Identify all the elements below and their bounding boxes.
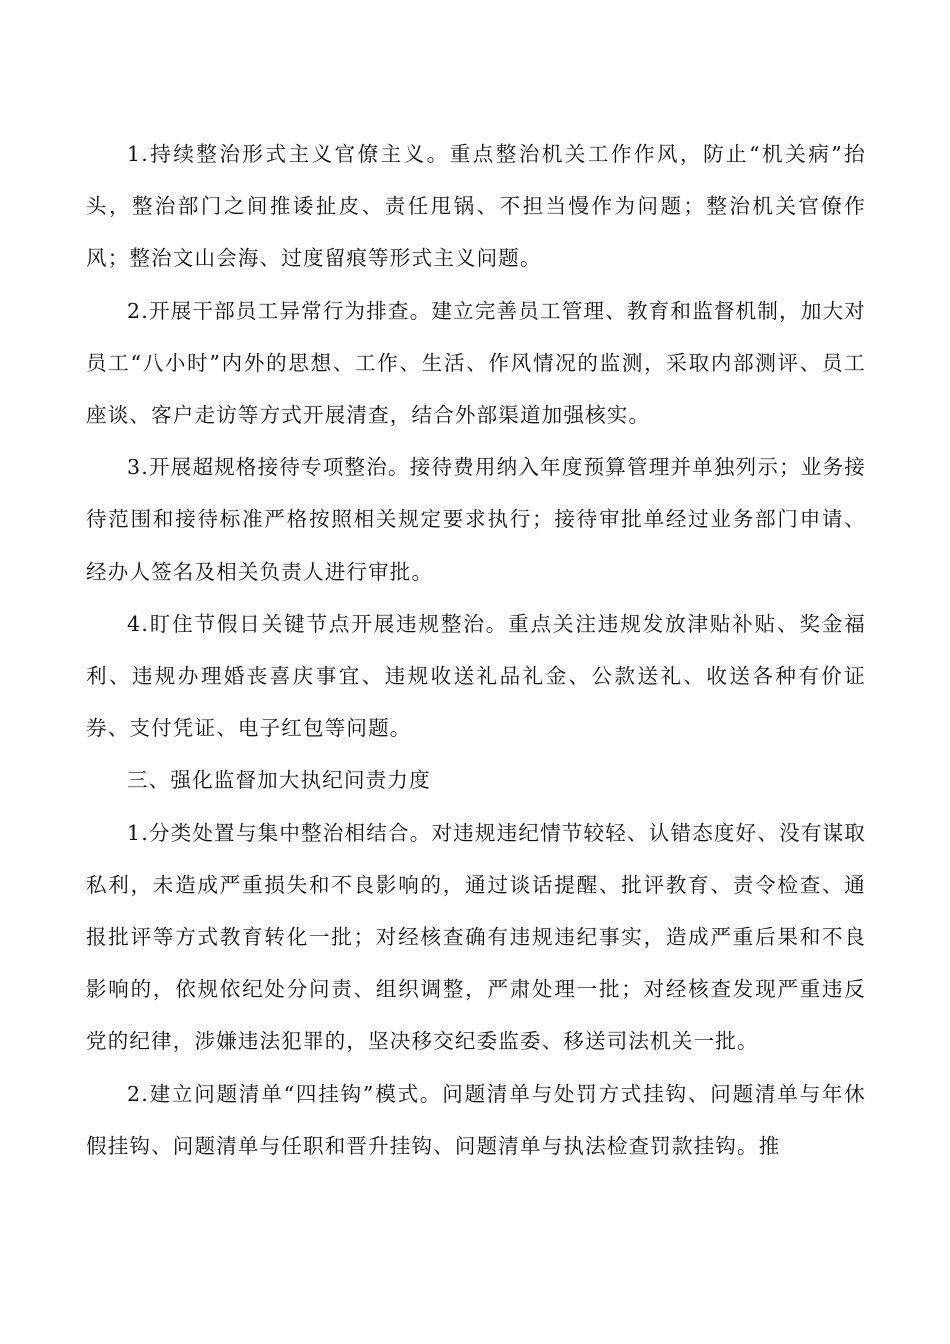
- paragraph-2: 2.开展干部员工异常行为排查。建立完善员工管理、教育和监督机制，加大对员工“八小时”内外的思想、工作、生活、作风情况的监测，采取内部测评、员工座谈、客户走访等方式开展清查，结合外部渠道加强核实。: [86, 298, 866, 428]
- paragraph-4: 4.盯住节假日关键节点开展违规整治。重点关注违规发放津贴补贴、奖金福利、违规办理婚丧喜庆事宜、违规收送礼品礼金、公款送礼、收送各种有价证券、支付凭证、电子红包等问题。: [86, 611, 866, 741]
- section-heading: 三、强化监督加大执纪问责力度: [127, 768, 431, 793]
- section-paragraph-2: 2.建立问题清单“四挂钩”模式。问题清单与处罚方式挂钩、问题清单与年休假挂钩、问题清单与任职和晋升挂钩、问题清单与执法检查罚款挂钩。推: [86, 1081, 866, 1158]
- paragraph-3: 3.开展超规格接待专项整治。接待费用纳入年度预算管理并单独列示；业务接待范围和接待标准严格按照相关规定要求执行；接待审批单经过业务部门申请、经办人签名及相关负责人进行审批。: [86, 455, 866, 584]
- paragraph-1: 1.持续整治形式主义官僚主义。重点整治机关工作作风，防止“机关病”抬头，整治部门之间推诿扯皮、责任甩锅、不担当慢作为问题；整治机关官僚作风；整治文山会海、过度留痕等形式主义问题。: [86, 142, 866, 271]
- section-paragraph-1: 1.分类处置与集中整治相结合。对违规违纪情节较轻、认错态度好、没有谋取私利，未造成严重损失和不良影响的，通过谈话提醒、批评教育、责令检查、通报批评等方式教育转化一批；对经核查确有违规违纪事实，造成严重后果和不良影响的，依规依纪处分问责、组织调整，严肃处理一批；对经核查发现严重违反党的纪律，涉嫌违法犯罪的，坚决移交纪委监委、移送司法机关一批。: [86, 820, 866, 1054]
- document-body: [86, 128, 866, 1172]
